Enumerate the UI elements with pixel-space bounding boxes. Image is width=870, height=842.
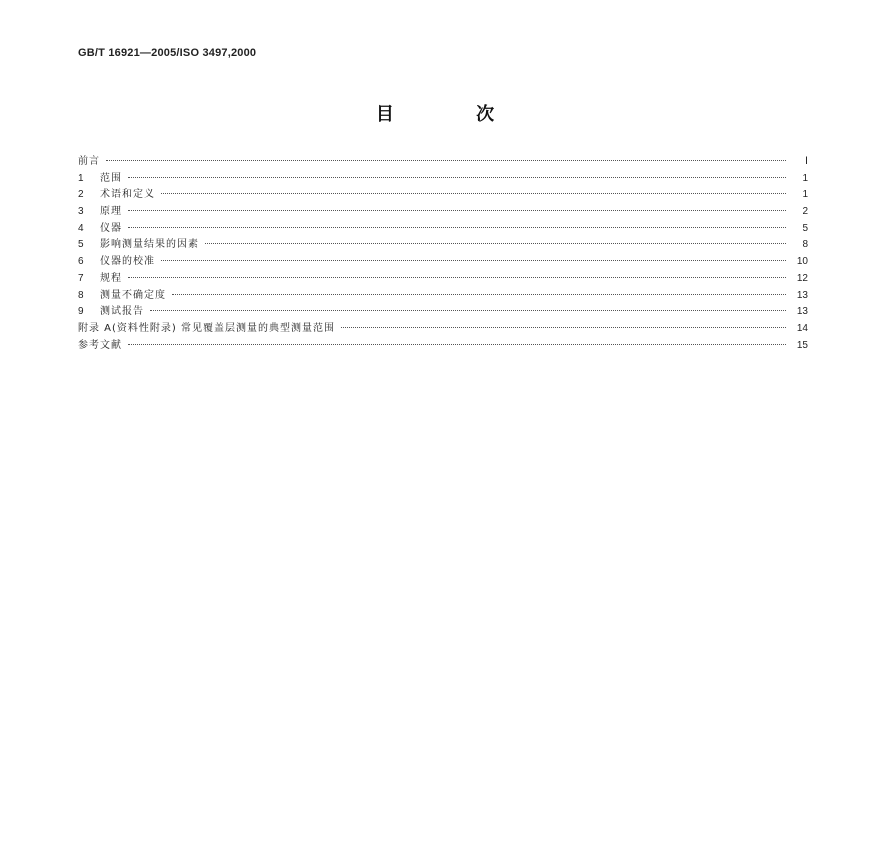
toc-entry-label: 原理 <box>100 206 122 218</box>
toc-entry-label: 术语和定义 <box>100 189 155 201</box>
standard-number: GB/T 16921—2005/ISO 3497,2000 <box>78 47 257 59</box>
toc-entry-page: 12 <box>796 272 808 284</box>
toc-entry-label: 仪器 <box>100 222 122 234</box>
toc-entry-annex-a[interactable] <box>78 319 808 336</box>
dot-leader <box>128 227 786 228</box>
toc-entry-label: 范围 <box>100 172 122 184</box>
toc-entry-page: 10 <box>796 256 808 268</box>
toc-entry-number: 2 <box>78 189 84 201</box>
toc-entry-label: 仪器的校准 <box>100 256 155 268</box>
dot-leader <box>205 243 786 244</box>
toc-entry-page: 14 <box>796 322 808 334</box>
toc-entry-test-report[interactable] <box>78 302 808 319</box>
toc-entry-page: 15 <box>796 339 808 351</box>
toc-entry-label: 影响测量结果的因素 <box>100 239 199 251</box>
dot-leader <box>150 310 786 311</box>
toc-entry-number: 7 <box>78 272 84 284</box>
toc-entry-label: 前言 <box>78 156 100 167</box>
toc-entry-page: Ⅰ <box>805 156 808 167</box>
toc-entry-instruments[interactable] <box>78 219 808 236</box>
toc-title: 目 次 <box>375 104 533 125</box>
dot-leader <box>341 327 786 328</box>
toc-entry-terms[interactable] <box>78 185 808 202</box>
toc-entry-uncertainty[interactable] <box>78 286 808 303</box>
toc-entry-number: 3 <box>78 206 84 218</box>
toc-entry-scope[interactable] <box>78 169 808 186</box>
toc-entry-number: 5 <box>78 239 84 251</box>
toc-entry-label: 参考文献 <box>78 339 122 351</box>
toc-entry-page: 5 <box>802 222 808 234</box>
toc-entry-number: 9 <box>78 306 84 318</box>
toc-entry-page: 2 <box>802 206 808 218</box>
toc-entry-label: 规程 <box>100 272 122 284</box>
dot-leader <box>128 277 786 278</box>
toc-entry-foreword[interactable] <box>78 152 808 169</box>
table-of-contents <box>78 152 808 352</box>
toc-entry-page: 1 <box>802 189 808 201</box>
dot-leader <box>161 260 786 261</box>
toc-entry-number: 4 <box>78 222 84 234</box>
toc-entry-calibration[interactable] <box>78 252 808 269</box>
toc-entry-factors[interactable] <box>78 235 808 252</box>
toc-entry-bibliography[interactable] <box>78 336 808 353</box>
toc-entry-number: 1 <box>78 172 84 184</box>
toc-entry-page: 8 <box>802 239 808 251</box>
dot-leader <box>106 160 786 161</box>
dot-leader <box>161 193 786 194</box>
dot-leader <box>128 210 786 211</box>
toc-entry-number: 6 <box>78 256 84 268</box>
toc-entry-procedure[interactable] <box>78 269 808 286</box>
toc-entry-label: 测量不确定度 <box>100 289 166 301</box>
dot-leader <box>172 294 786 295</box>
dot-leader <box>128 177 786 178</box>
dot-leader <box>128 344 786 345</box>
toc-entry-page: 13 <box>796 306 808 318</box>
toc-entry-label: 附录 A(资料性附录) 常见覆盖层测量的典型测量范围 <box>78 322 336 334</box>
toc-entry-number: 8 <box>78 289 84 301</box>
toc-entry-page: 1 <box>802 172 808 184</box>
toc-entry-principle[interactable] <box>78 202 808 219</box>
toc-entry-page: 13 <box>796 289 808 301</box>
toc-entry-label: 测试报告 <box>100 306 144 318</box>
